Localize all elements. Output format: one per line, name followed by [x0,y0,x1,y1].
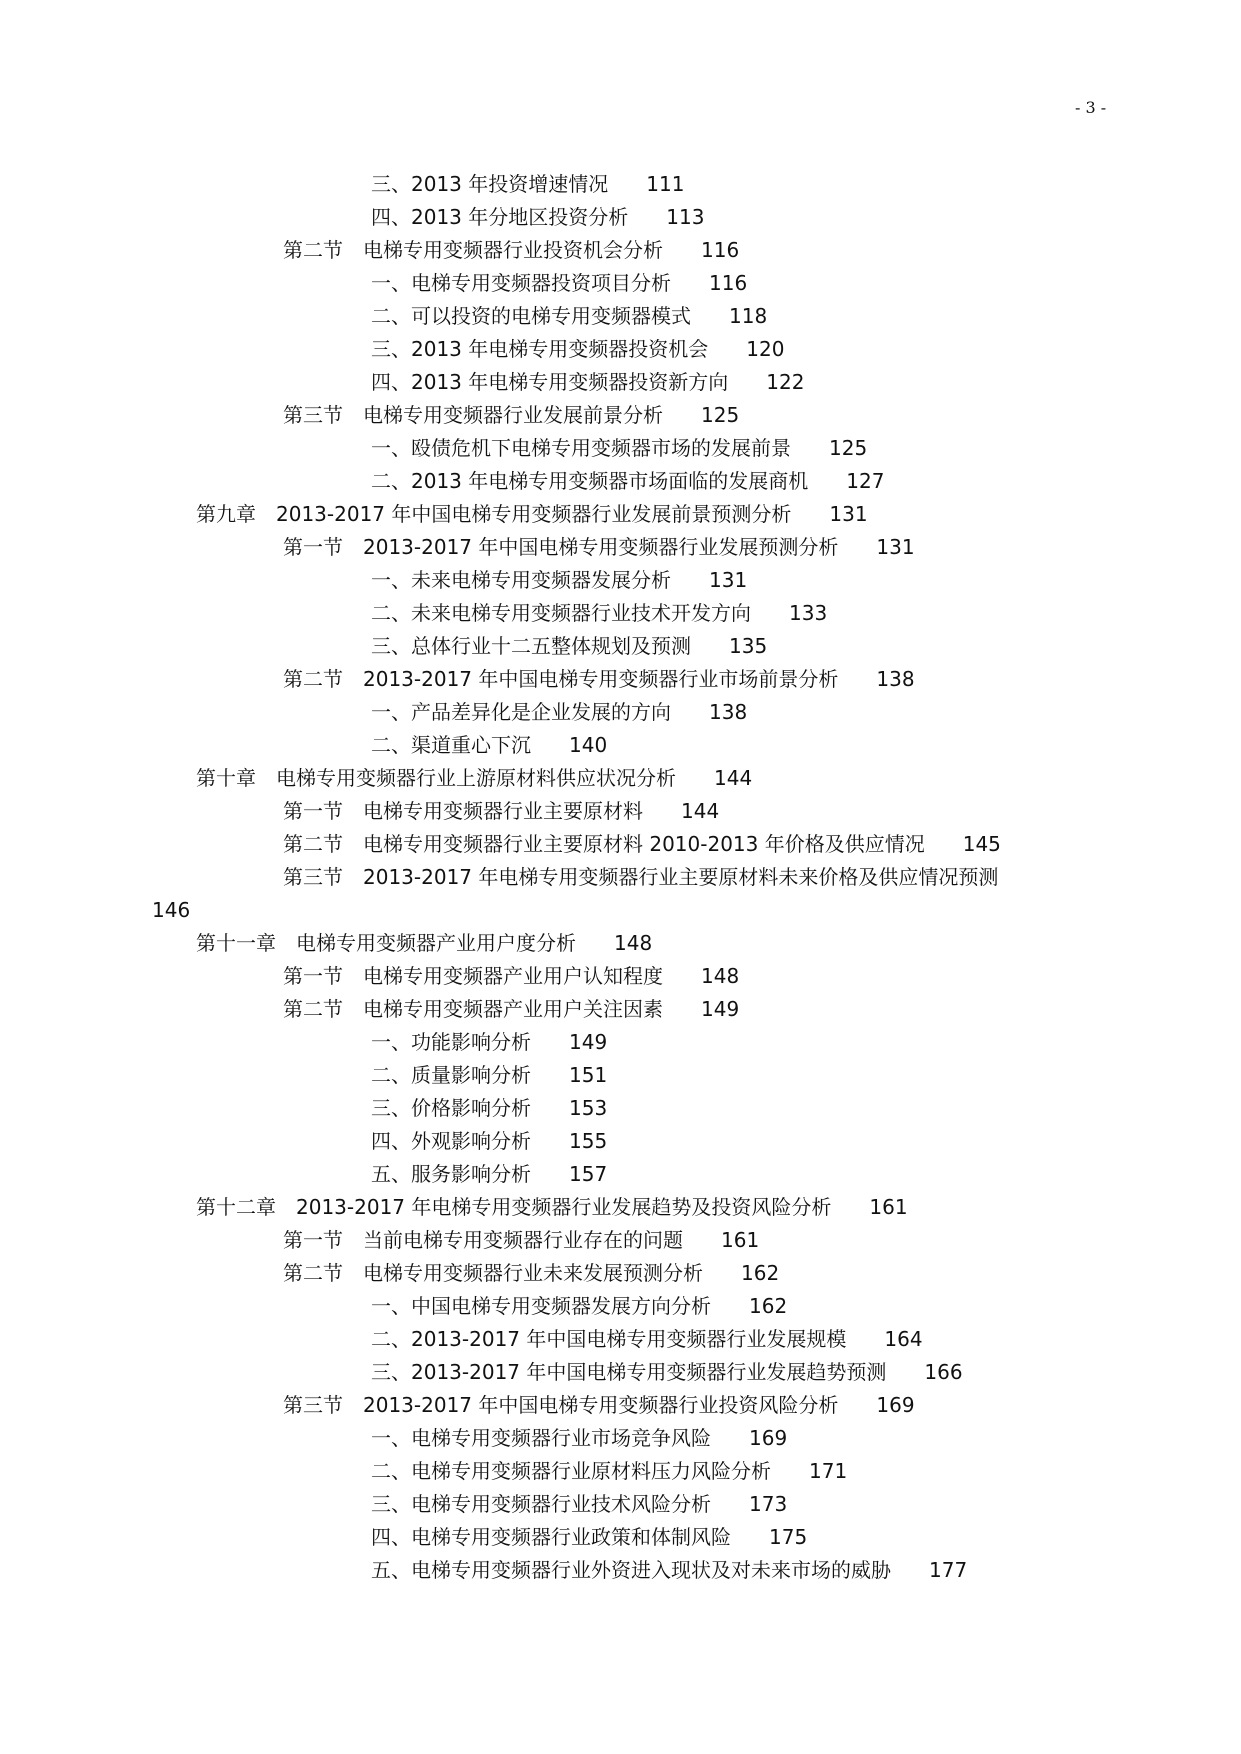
toc-entry-title: 第九章 2013-2017 年中国电梯专用变频器行业发展前景预测分析 [196,502,792,526]
toc-page-number: 161 [869,1195,908,1219]
toc-entry-title: 一、殴债危机下电梯专用变频器市场的发展前景 [371,436,791,460]
toc-item [0,300,1241,333]
toc-page-number: 144 [681,799,720,823]
toc-page-number: 116 [709,271,748,295]
toc-entry-title: 四、2013 年电梯专用变频器投资新方向 [371,370,729,394]
toc-page-number: 131 [876,535,915,559]
toc-entry-title: 第二节 电梯专用变频器行业主要原材料 2010-2013 年价格及供应情况 [283,832,925,856]
toc-page-number: 145 [962,832,1001,856]
toc-page-number: 155 [569,1129,608,1153]
table-of-contents [0,168,1241,1587]
toc-entry-title: 三、总体行业十二五整体规划及预测 [371,634,691,658]
toc-page-number: 113 [666,205,705,229]
toc-item [0,333,1241,366]
toc-item [0,366,1241,399]
toc-page-number: 131 [829,502,868,526]
toc-item [0,168,1241,201]
toc-page-number: 116 [701,238,740,262]
toc-section [0,399,1241,432]
toc-entry-title: 五、电梯专用变频器行业外资进入现状及对未来市场的威胁 [371,1558,891,1582]
toc-entry-title: 二、电梯专用变频器行业原材料压力风险分析 [371,1459,771,1483]
toc-page-number: 120 [746,337,785,361]
toc-entry-title: 一、中国电梯专用变频器发展方向分析 [371,1294,711,1318]
toc-section [0,531,1241,564]
toc-entry-title: 第三节 电梯专用变频器行业发展前景分析 [283,403,663,427]
toc-continuation [0,894,1241,927]
toc-item [0,1290,1241,1323]
toc-section [0,234,1241,267]
toc-entry-title: 第二节 电梯专用变频器产业用户关注因素 [283,997,663,1021]
toc-entry-title: 一、电梯专用变频器投资项目分析 [371,271,671,295]
toc-page-number: 140 [569,733,608,757]
toc-page-number: 118 [729,304,768,328]
toc-page-number: 175 [769,1525,808,1549]
toc-entry-title: 一、未来电梯专用变频器发展分析 [371,568,671,592]
toc-entry-title: 五、服务影响分析 [371,1162,531,1186]
toc-entry-title: 第二节 电梯专用变频器行业投资机会分析 [283,238,663,262]
toc-item [0,1026,1241,1059]
toc-page-number: 144 [714,766,753,790]
toc-entry-title: 第二节 电梯专用变频器行业未来发展预测分析 [283,1261,703,1285]
toc-item [0,564,1241,597]
toc-item [0,201,1241,234]
toc-item [0,1356,1241,1389]
toc-entry-title: 三、2013 年投资增速情况 [371,172,609,196]
toc-entry-title: 二、质量影响分析 [371,1063,531,1087]
toc-page-number: 166 [924,1360,963,1384]
toc-page-number: 157 [569,1162,608,1186]
toc-section [0,1389,1241,1422]
toc-entry-title: 二、可以投资的电梯专用变频器模式 [371,304,691,328]
toc-page-number: 131 [709,568,748,592]
toc-page-number: 171 [809,1459,848,1483]
toc-section [0,993,1241,1026]
toc-entry-title: 二、2013-2017 年中国电梯专用变频器行业发展规模 [371,1327,847,1351]
toc-page-number: 138 [876,667,915,691]
toc-chapter [0,762,1241,795]
toc-chapter [0,498,1241,531]
toc-page-number: 151 [569,1063,608,1087]
toc-item [0,1455,1241,1488]
toc-page-number: 127 [846,469,885,493]
toc-item [0,1059,1241,1092]
toc-entry-title: 第一节 电梯专用变频器行业主要原材料 [283,799,643,823]
toc-page-number: 111 [646,172,685,196]
toc-page-number: 169 [876,1393,915,1417]
page-number: - 3 - [1075,98,1107,117]
toc-item [0,1125,1241,1158]
toc-item [0,432,1241,465]
toc-page-number: 164 [884,1327,923,1351]
toc-page-number: 161 [721,1228,760,1252]
toc-page-number: 138 [709,700,748,724]
toc-item [0,267,1241,300]
toc-item [0,1323,1241,1356]
toc-entry-title: 三、价格影响分析 [371,1096,531,1120]
toc-section [0,663,1241,696]
toc-entry-title: 第一节 当前电梯专用变频器行业存在的问题 [283,1228,683,1252]
toc-item [0,1422,1241,1455]
toc-item [0,465,1241,498]
toc-entry-title: 第十一章 电梯专用变频器产业用户度分析 [196,931,576,955]
toc-section [0,1257,1241,1290]
toc-section [0,960,1241,993]
toc-entry-title: 第十二章 2013-2017 年电梯专用变频器行业发展趋势及投资风险分析 [196,1195,832,1219]
toc-entry-title: 三、电梯专用变频器行业技术风险分析 [371,1492,711,1516]
toc-section [0,828,1241,861]
toc-section [0,795,1241,828]
toc-item [0,597,1241,630]
toc-item [0,1521,1241,1554]
toc-entry-title: 第十章 电梯专用变频器行业上游原材料供应状况分析 [196,766,676,790]
toc-page-number: 149 [701,997,740,1021]
toc-entry-title: 一、电梯专用变频器行业市场竞争风险 [371,1426,711,1450]
toc-page-number: 148 [701,964,740,988]
toc-entry-title: 一、产品差异化是企业发展的方向 [371,700,671,724]
toc-item [0,729,1241,762]
toc-page-number: 169 [749,1426,788,1450]
toc-entry-title: 三、2013-2017 年中国电梯专用变频器行业发展趋势预测 [371,1360,887,1384]
toc-entry-title: 二、未来电梯专用变频器行业技术开发方向 [371,601,751,625]
toc-chapter [0,1191,1241,1224]
toc-entry-title: 四、电梯专用变频器行业政策和体制风险 [371,1525,731,1549]
toc-page-number: 125 [829,436,868,460]
toc-entry-title: 第一节 2013-2017 年中国电梯专用变频器行业发展预测分析 [283,535,839,559]
toc-page-number: 135 [729,634,768,658]
toc-entry-title: 第二节 2013-2017 年中国电梯专用变频器行业市场前景分析 [283,667,839,691]
toc-entry-title: 二、渠道重心下沉 [371,733,531,757]
toc-item [0,1554,1241,1587]
toc-entry-title: 四、外观影响分析 [371,1129,531,1153]
toc-page-number: 125 [701,403,740,427]
toc-entry-title: 第一节 电梯专用变频器产业用户认知程度 [283,964,663,988]
toc-section [0,861,1241,894]
toc-page-number: 153 [569,1096,608,1120]
toc-item [0,1092,1241,1125]
toc-item [0,1488,1241,1521]
toc-item [0,630,1241,663]
toc-page-number: 146 [152,898,191,922]
toc-item [0,696,1241,729]
toc-page-number: 162 [749,1294,788,1318]
toc-page-number: 177 [929,1558,968,1582]
toc-entry-title: 第三节 2013-2017 年中国电梯专用变频器行业投资风险分析 [283,1393,839,1417]
toc-entry-title: 一、功能影响分析 [371,1030,531,1054]
toc-entry-title: 二、2013 年电梯专用变频器市场面临的发展商机 [371,469,809,493]
toc-page-number: 148 [614,931,653,955]
toc-page-number: 149 [569,1030,608,1054]
toc-chapter [0,927,1241,960]
toc-page-number: 122 [766,370,805,394]
toc-page-number: 162 [741,1261,780,1285]
toc-section [0,1224,1241,1257]
toc-entry-title: 四、2013 年分地区投资分析 [371,205,629,229]
toc-item [0,1158,1241,1191]
toc-page-number: 133 [789,601,828,625]
toc-page-number: 173 [749,1492,788,1516]
toc-entry-title: 第三节 2013-2017 年电梯专用变频器行业主要原材料未来价格及供应情况预测 [283,865,999,889]
toc-entry-title: 三、2013 年电梯专用变频器投资机会 [371,337,709,361]
